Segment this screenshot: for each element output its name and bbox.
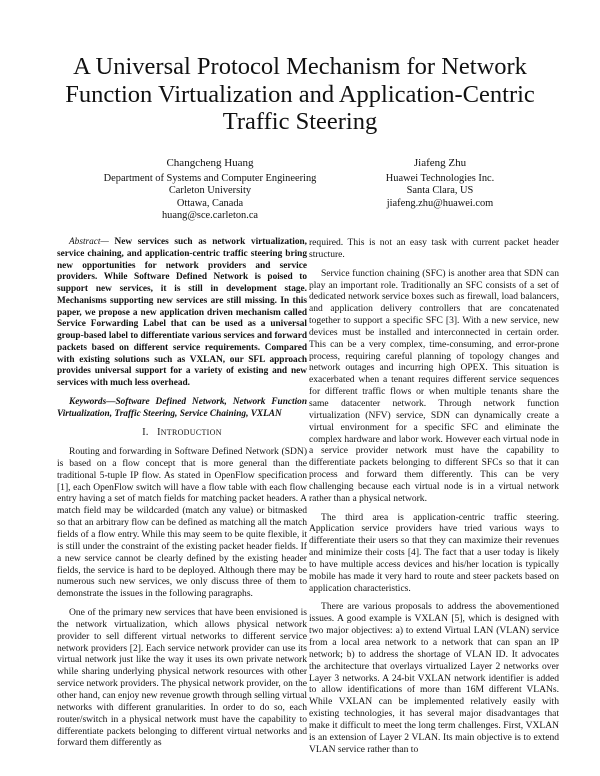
- author-affiliation-line: Ottawa, Canada: [176, 197, 244, 209]
- left-column: [57, 237, 307, 756]
- abstract: [57, 237, 307, 390]
- right-column: [309, 237, 559, 762]
- author-block-2: [340, 157, 540, 210]
- author-affiliation-line: Santa Clara, US: [406, 185, 474, 197]
- section-title-rest: NTRODUCTION: [160, 428, 222, 438]
- author-affiliation-line: Carleton University: [168, 185, 252, 197]
- body-paragraph: required. This is not an easy task with current packet header structure.: [309, 237, 559, 260]
- keywords: Keywords—Software Defined Network, Network Function Virtualization, Traffic Steering, Service Chaining, VXLAN: [57, 396, 307, 419]
- author-affiliation-line: Huawei Technologies Inc.: [385, 173, 495, 185]
- body-paragraph: Service function chaining (SFC) is another area that SDN can play an important role. Traditionally an SFC consists of a set of dedicated network service boxes such as firewall, load balancers, and application delivery controllers that are concatenated together to support a specific SFC [3]. With a new service, new devices must be installed and interconnected in certain order. This can be a very complex, time-consuming, and error-prone process, requiring careful planning of topology changes and network outages and incurring high OPEX. This situation is exacerbated when a tenant requires different service sequences for different traffic flows or when multiple tenants share the same datacenter network. Through network function virtualization (NFV) service, SDN can dynamically create a virtual environment for a specific SFC and eliminate the complex hardware and labor work. However each virtual node in a service provider network must have the capability to differentiate packets belonging to different SFCs so that it can process and forward them differently. This can be very challenging because each virtual node is in a virtual network rather than a physical network.: [309, 267, 559, 504]
- abstract-lead: Abstract—: [69, 237, 109, 247]
- body-paragraph: There are various proposals to address the abovementioned issues. A good example is VXLAN [5], which is designed with two major objectives: a) to extend Virtual LAN (VLAN) service from a local area network to a network that can span an IP network; b) to address the shortage of VLAN ID. It advocates the architecture that overlays virtualized Layer 2 networks over Layer 3 networks. A 24-bit VXLAN network identifier is added to allow identifications of more than 16M different VLANs. While VXLAN can be implemented relatively easily with existing technologies, it has several major disadvantages that make it difficult to meet the long term challenges. First, VXLAN is an extension of Layer 2 VLAN. Its main objective is to extend VLAN service rather than to: [309, 601, 559, 755]
- paper-title: A Universal Protocol Mechanism for Network Function Virtualization and Application-Centric Traffic Steering: [65, 53, 535, 135]
- author-email: huang@sce.carleton.ca: [161, 209, 259, 221]
- author-affiliation-line: Department of Systems and Computer Engineering: [103, 173, 317, 185]
- author-email: jiafeng.zhu@huawei.com: [386, 197, 494, 209]
- body-paragraph: Routing and forwarding in Software Defined Network (SDN) is based on a flow concept that is more general than the traditional 5-tuple IP flow. As stated in OpenFlow specification [1], each OpenFlow switch will have a flow table with each flow entry having a set of match fields for matching packet headers. A match field may be wildcarded (match any value) or bitmasked so that an arbitrary flow can be defined as matching all the match fields of a flow entry. While this may seem to be quite flexible, it is still under the constraint of the existing packet header fields. If a new service cannot be clearly defined by the existing header fields, the service is hard to be deployed. Although there may be numerous such new services, we only discuss three of them to demonstrate the issues in the following paragraphs.: [57, 446, 307, 600]
- body-paragraph: One of the primary new services that have been envisioned is the network virtualization, which allows physical network provider to sell different virtual networks to different service network providers [2]. Each service network provider can use its virtual network just like the way it uses its own private network while sharing underlying physical network resources with other service network providers. The physical network provider, on the other hand, can enjoy new revenue growth through selling virtual networks with different granularities. In order to do so, each router/switch in a physical network must have the capability to differentiate packets belonging to different virtual networks and forward them differently as: [57, 607, 307, 749]
- abstract-text: New services such as network virtualization, service chaining, and application-centric traffic steering bring new opportunities for network providers and service providers. While Software Defined Network is poised to support new services, it is still in development stage. Mechanisms supporting new services are still missing. In this paper, we propose a new application driven mechanism called Service Forwarding Label that can be used as a universal group-based label to differentiate various services and forward packets based on different service requirements. Compared with existing solutions such as VXLAN, our SFL approach provides universal support for a variety of existing and new services with much less overhead.: [57, 237, 307, 388]
- section-title-first-letter: I: [157, 427, 161, 439]
- section-numeral: I.: [142, 427, 149, 439]
- author-block-1: [80, 157, 340, 222]
- author-name: Jiafeng Zhu: [413, 157, 467, 169]
- section-heading-introduction: [57, 427, 307, 439]
- body-paragraph: The third area is application-centric traffic steering. Application service providers have tried various ways to differentiate their users so that they can maximize their revenues and minimize their costs [4]. The fact that a user today is likely to have multiple access devices and his/her location is typically mobile has made it very hard to route and steer packets based on application characteristics.: [309, 511, 559, 594]
- author-name: Changcheng Huang: [166, 157, 254, 169]
